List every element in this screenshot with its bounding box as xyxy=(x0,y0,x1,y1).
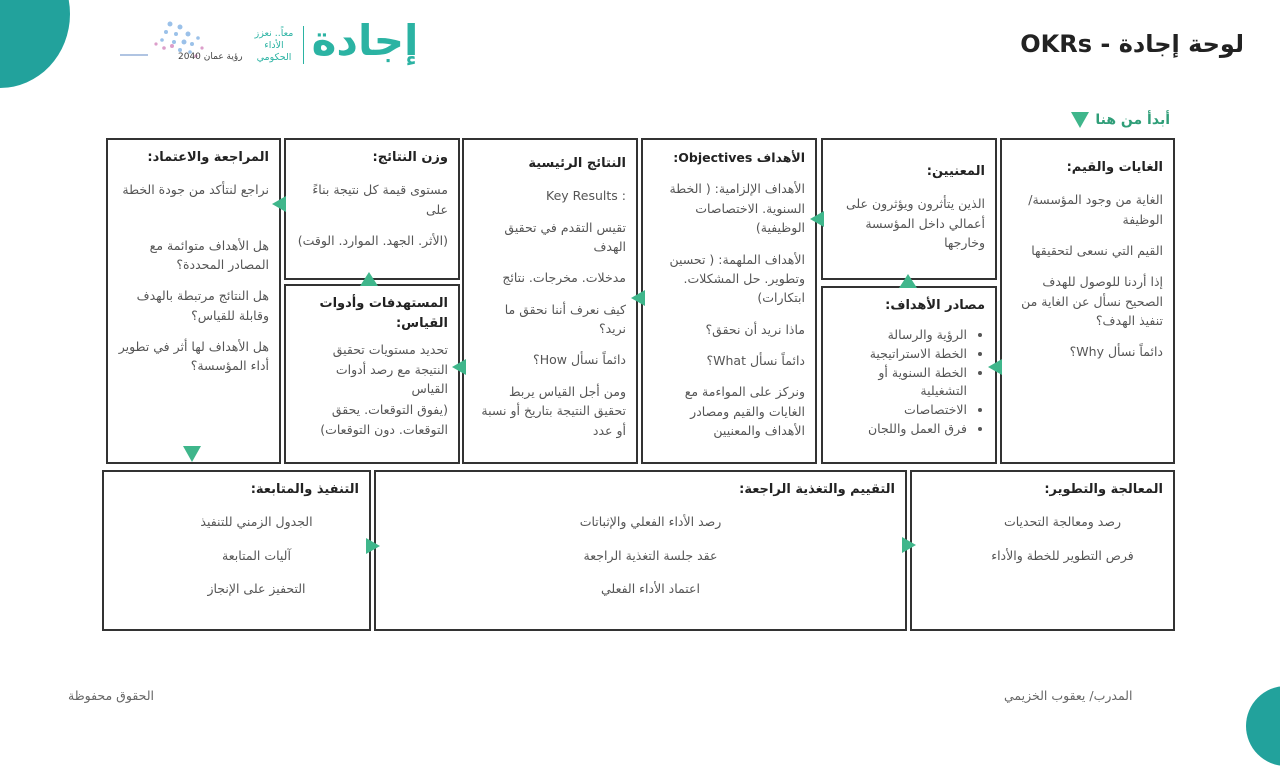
stakeholders-box xyxy=(821,138,997,280)
objectives-title: الأهداف Objectives: xyxy=(673,150,805,165)
flow-arrow-up xyxy=(899,274,917,288)
start-here-arrow xyxy=(1071,112,1089,128)
objectives-line: دائماً نسأل What؟ xyxy=(706,353,805,368)
execution-line: التحفيز على الإنجاز xyxy=(207,580,306,596)
objectives-line: الأهداف الإلزامية: ( الخطة السنوية. الاختصاصات الوظيفية) xyxy=(669,181,805,236)
stakeholders-line: الذين يتأثرون ويؤثرون على أعمالي داخل المؤسسة وخارجها xyxy=(846,196,985,250)
key-results-line: مدخلات. مخرجات. نتائج xyxy=(502,270,626,286)
objective-sources-list xyxy=(833,326,985,439)
targets-tools-line: (يفوق التوقعات. يحقق التوقعات. دون التوقعات) xyxy=(320,402,448,437)
evaluation-line: اعتماد الأداء الفعلي xyxy=(601,580,700,596)
goals-values-line: الغاية من وجود المؤسسة/ الوظيفة xyxy=(1028,192,1163,227)
ejada-logo xyxy=(248,16,424,76)
start-here xyxy=(1071,112,1170,128)
objectives-box xyxy=(641,138,817,464)
targets-tools-box xyxy=(284,284,460,464)
review-approval-box xyxy=(106,138,281,464)
execution-line: آليات المتابعة xyxy=(222,547,291,563)
flow-arrow-up xyxy=(360,272,378,286)
flow-arrow-right xyxy=(366,538,380,554)
processing-box xyxy=(910,470,1175,631)
objective-source-item: • الخطة الاستراتيجية xyxy=(833,345,967,364)
objective-sources-box xyxy=(821,286,997,464)
targets-tools-title: المستهدفات وأدوات القياس: xyxy=(319,296,448,332)
review-approval-line: هل الأهداف لها أثر في تطوير أداء المؤسسة؟ xyxy=(118,339,269,374)
stakeholders-title: المعنيين: xyxy=(926,164,985,179)
key-results-line: دائماً نسأل How؟ xyxy=(533,352,626,368)
objective-sources-title: مصادر الأهداف: xyxy=(885,298,985,313)
execution-line: الجدول الزمني للتنفيذ xyxy=(200,514,313,530)
ejada-logo-tagline: معاً.. نعزز الأداء الحكومي xyxy=(254,28,294,63)
key-results-line: تقيس التقدم في تحقيق الهدف xyxy=(504,219,626,254)
flow-arrow-left xyxy=(810,211,824,227)
results-weight-line: مستوى قيمة كل نتيجة بناءً على xyxy=(312,182,448,217)
goals-values-line: القيم التي نسعى لتحقيقها xyxy=(1031,242,1163,258)
key-results-title: النتائج الرئيسية xyxy=(528,156,626,171)
execution-box xyxy=(102,470,371,631)
goals-values-box xyxy=(1000,138,1175,464)
review-approval-line: هل الأهداف متوائمة مع المصادر المحددة؟ xyxy=(149,237,269,272)
execution-title: التنفيذ والمتابعة: xyxy=(250,482,359,497)
objective-source-item: • الاختصاصات xyxy=(833,401,967,420)
targets-tools-line: تحديد مستويات تحقيق النتيجة مع رصد أدوات القياس xyxy=(332,342,448,397)
results-weight-title: وزن النتائج: xyxy=(372,150,448,165)
vision-logo-line xyxy=(120,54,148,70)
corner-circle-top-left xyxy=(0,0,70,88)
key-results-line: ومن أجل القياس يربط تحقيق النتيجة بتاريخ أو نسبة أو عدد xyxy=(481,383,626,438)
evaluation-box xyxy=(374,470,907,631)
objectives-line: ماذا نريد أن نحقق؟ xyxy=(705,321,805,337)
flow-arrow-right xyxy=(902,537,916,553)
goals-values-title: الغايات والقيم: xyxy=(1066,160,1163,175)
review-approval-line: نراجع لنتأكد من جودة الخطة xyxy=(122,182,269,198)
ejada-logo-wordmark: إجادة xyxy=(311,16,419,65)
results-weight-box xyxy=(284,138,460,280)
flow-arrow-down xyxy=(183,446,201,462)
evaluation-title: التقييم والتغذية الراجعة: xyxy=(739,482,895,497)
review-approval-title: المراجعة والاعتماد: xyxy=(147,150,269,165)
objective-source-item: • الخطة السنوية أو التشغيلية xyxy=(833,364,967,402)
key-results-line: كيف نعرف أننا نحقق ما نريد؟ xyxy=(504,301,626,337)
flow-arrow-left xyxy=(272,196,286,212)
review-approval-line: هل النتائج مرتبطة بالهدف وقابلة للقياس؟ xyxy=(136,288,269,323)
processing-line: فرص التطوير للخطة والأداء xyxy=(991,547,1134,563)
flow-arrow-left xyxy=(988,359,1002,375)
evaluation-line: عقد جلسة التغذية الراجعة xyxy=(583,547,718,563)
start-here-label: أبدأ من هنا xyxy=(1095,112,1170,128)
trainer-credit: المدرب/ يعقوب الخزيمي xyxy=(1004,688,1133,703)
vision-logo-text: رؤية عمان 2040 xyxy=(178,52,243,62)
flow-arrow-left xyxy=(631,290,645,306)
processing-line: رصد ومعالجة التحديات xyxy=(1003,514,1122,530)
key-results-line: Key Results : xyxy=(546,188,626,204)
goals-values-line: دائماً نسأل Why؟ xyxy=(1069,344,1163,360)
page-title: لوحة إجادة - OKRs xyxy=(1020,30,1244,58)
flow-arrow-left xyxy=(452,359,466,375)
objectives-line: الأهداف الملهمة: ( تحسين وتطوير. حل المشكلات. ابتكارات) xyxy=(669,251,805,306)
processing-title: المعالجة والتطوير: xyxy=(1044,482,1163,497)
vision-logo xyxy=(118,14,243,74)
rights-reserved: الحقوق محفوظة xyxy=(68,688,154,703)
objective-source-item: • فرق العمل واللجان xyxy=(833,420,967,439)
evaluation-line: رصد الأداء الفعلي والإثباتات xyxy=(579,514,722,530)
results-weight-line: (الأثر. الجهد. الموارد. الوقت) xyxy=(297,232,448,248)
objectives-line: ونركز على المواءمة مع الغايات والقيم ومصادر الأهداف والمعنيين xyxy=(684,384,805,439)
key-results-box xyxy=(462,138,638,464)
goals-values-line: إذا أردنا للوصول للهدف الصحيح نسأل عن الغاية من تنفيذ الهدف؟ xyxy=(1021,274,1163,329)
corner-circle-bottom-right xyxy=(1246,686,1280,766)
objective-source-item: • الرؤية والرسالة xyxy=(833,326,967,345)
ejada-logo-divider xyxy=(303,26,304,64)
